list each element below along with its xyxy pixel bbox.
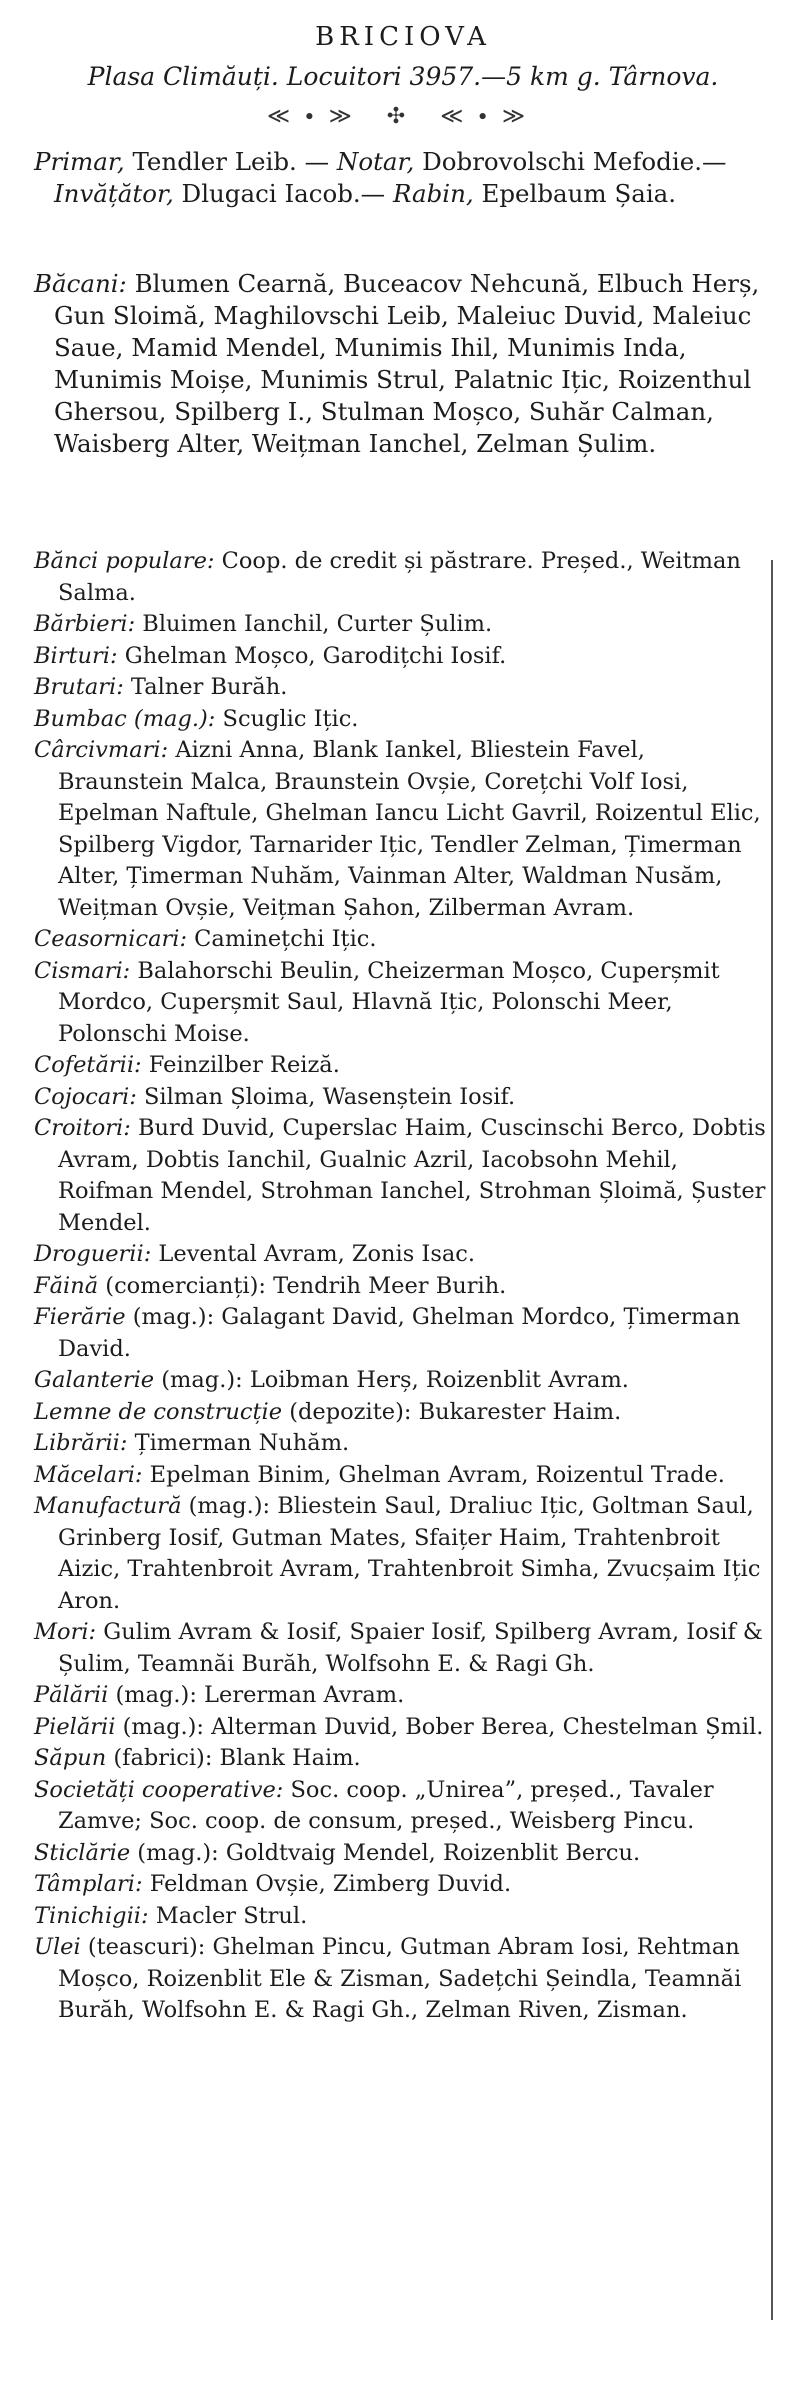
trade-entry-role: Ulei [34, 1934, 81, 1960]
notar-name: Dobrovolschi Mefodie.— [414, 147, 727, 176]
grocers-block [34, 268, 769, 460]
trade-entry-names: Coop. de credit și păstrare. Președ., Weitman Salma. [58, 548, 741, 606]
trade-entry [34, 1743, 769, 1775]
trade-entry-names: Gulim Avram & Iosif, Spaier Iosif, Spilberg Avram, Iosif & Șulim, Teamnăi Burăh, Wolfsohn E. & Ragi Gh. [58, 1619, 763, 1677]
trade-entry-role: Bumbac (mag.): [34, 705, 216, 732]
grocers-paragraph [34, 268, 769, 460]
trade-entry [34, 1869, 769, 1901]
trade-entry-names: Aizni Anna, Blank Iankel, Bliestein Favel, Braunstein Malca, Braunstein Ovșie, Corețchi Volf Iosi, Epelman Naftule, Ghelman Iancu Licht Gavril, Roizentul Elic, Spilberg Vigdor, Tarnarider Ițic, Tendler Zelman, Țimerman Alter, Țimerman Nuhăm, Vainman Alter, Waldman Nusăm, Weițman Ovșie, Veițman Șahon, Zilberman Avram. [58, 737, 761, 921]
trade-entries-list [34, 546, 769, 2027]
trade-entry-names: (fabrici): Blank Haim. [106, 1745, 361, 1771]
trade-entry-role: Cofetării: [34, 1052, 142, 1078]
trade-entry-role: Brutari: [34, 674, 124, 700]
trade-entry-names: (mag.): Bliestein Saul, Draliuc Ițic, Goltman Saul, Grinberg Iosif, Gutman Mates, Sfaițer Haim, Trahtenbroit Aizic, Trahtenbroit Avram, Trahtenbroit Simha, Zvucșaim Ițic Aron. [58, 1493, 761, 1614]
trade-entry [34, 735, 769, 924]
trade-entry [34, 924, 769, 956]
trade-entry [34, 1932, 769, 2027]
officials-paragraph [34, 146, 769, 210]
trade-entry [34, 1712, 769, 1744]
trade-entry-role: Galanterie [34, 1367, 155, 1393]
trade-entry-role: Pielării [34, 1713, 116, 1740]
rabin-role: Rabin, [392, 179, 474, 208]
trade-entry [34, 546, 769, 609]
trade-entry [34, 1901, 769, 1933]
grocers-role: Băcani: [34, 269, 127, 298]
trade-entry-role: Pălării [34, 1682, 109, 1708]
column-rule [771, 560, 773, 2320]
invatator-name: Dlugaci Iacob.— [173, 179, 393, 208]
trade-entry-role: Birturi: [34, 642, 118, 669]
trade-entry [34, 1617, 769, 1680]
trade-entry-names: Levental Avram, Zonis Isac. [151, 1241, 476, 1267]
invatator-role: Invățător, [54, 179, 174, 208]
trade-entry [34, 672, 769, 704]
trade-entry [34, 1113, 769, 1239]
trade-entry-names: Feldman Ovșie, Zimberg Duvid. [142, 1871, 512, 1897]
trade-entry-role: Făină [34, 1272, 99, 1299]
trade-entry-role: Librării: [34, 1430, 128, 1456]
trade-entry-role: Săpun [34, 1745, 107, 1771]
trade-entry-role: Mori: [34, 1619, 97, 1645]
trade-entry-names: Balahorschi Beulin, Cheizerman Moșco, Cuperșmit Mordco, Cuperșmit Saul, Hlavnă Ițic, Polonschi Meer, Polonschi Moise. [58, 957, 720, 1047]
trade-entry-names: (mag.): Goldtvaig Mendel, Roizenblit Bercu. [130, 1839, 641, 1866]
trade-entry-role: Cojocari: [34, 1083, 137, 1110]
trade-entry-names: (mag.): Loibman Herș, Roizenblit Avram. [154, 1367, 629, 1393]
trade-entry-role: Droguerii: [34, 1241, 152, 1267]
trade-entry-names: Țimerman Nuhăm. [127, 1430, 350, 1456]
officials-block [34, 146, 769, 210]
rabin-name: Epelbaum Șaia. [473, 179, 677, 208]
trade-entry-names: (comercianți): Tendrih Meer Burih. [98, 1272, 507, 1299]
trade-entry-names: (mag.): Galagant David, Ghelman Mordco, Țimerman David. [58, 1304, 741, 1362]
trade-entry-names: (depozite): Bukarester Haim. [282, 1398, 622, 1425]
ornament-divider: ≪∙≫ ✣ ≪∙≫ [266, 104, 540, 129]
trade-entry-names: (mag.): Lererman Avram. [108, 1682, 405, 1708]
trade-entry-names: Burd Duvid, Cuperslac Haim, Cuscinschi Berco, Dobtis Avram, Dobtis Ianchil, Gualnic Azril, Iacobsohn Mehil, Roifman Mendel, Strohman Ianchel, Strohman Șloimă, Șuster Mendel. [58, 1115, 766, 1236]
primar-name: Tendler Leib. — [124, 147, 337, 176]
trade-entry [34, 1271, 769, 1303]
trade-entry [34, 1365, 769, 1397]
trade-entry-names: Talner Burăh. [123, 674, 288, 700]
trade-entry [34, 1428, 769, 1460]
trade-entry-names: Scuglic Ițic. [215, 705, 359, 732]
trade-entry-names: Macler Strul. [148, 1902, 308, 1929]
trade-entry [34, 704, 769, 736]
trade-entry-names: Bluimen Ianchil, Curter Șulim. [135, 611, 493, 637]
trade-entry-role: Cârcivmari: [34, 737, 169, 763]
trade-entry-names: Soc. coop. „Unirea”, președ., Tavaler Zamve; Soc. coop. de consum, președ., Weisberg Pincu. [58, 1776, 714, 1834]
trade-entry-role: Societăți cooperative: [34, 1776, 284, 1803]
trade-entry [34, 1491, 769, 1617]
trade-entry-role: Manufactură [34, 1493, 182, 1519]
trade-entry-role: Bănci populare: [34, 548, 215, 574]
trade-entry-names: (mag.): Alterman Duvid, Bober Berea, Chestelman Șmil. [115, 1713, 764, 1740]
primar-role: Primar, [34, 147, 125, 176]
notar-role: Notar, [336, 147, 415, 176]
trade-entry [34, 1838, 769, 1870]
town-subtitle: Plasa Climăuți. Locuitori 3957.—5 km g. Târnova. [87, 62, 719, 91]
trade-entry-names: Silman Șloima, Wasenștein Iosif. [136, 1083, 516, 1110]
trade-entry-role: Bărbieri: [34, 611, 136, 637]
trade-entry-role: Măcelari: [34, 1461, 143, 1488]
grocers-names: Blumen Cearnă, Buceacov Nehcună, Elbuch Herș, Gun Sloimă, Maghilovschi Leib, Maleiuc Duvid, Maleiuc Saue, Mamid Mendel, Munimis Ihil, Munimis Inda, Munimis Moișe, Munimis Strul, Palatnic Ițic, Roizenthul Ghersou, Spilberg I., Stulman Moșco, Suhăr Calman, Waisberg Alter, Weițman Ianchel, Zelman Șulim. [54, 269, 760, 458]
trade-entry [34, 1397, 769, 1429]
trade-entry-role: Sticlărie [34, 1839, 131, 1866]
trade-entry [34, 1239, 769, 1271]
trade-entry-role: Fierărie [34, 1304, 126, 1330]
trade-entry [34, 956, 769, 1051]
trade-entry-role: Tâmplari: [34, 1871, 143, 1897]
trade-entry-names: Feinzilber Reiză. [141, 1052, 340, 1078]
trade-entry-names: (teascuri): Ghelman Pincu, Gutman Abram Iosi, Rehtman Moșco, Roizenblit Ele & Zisman, Sadețchi Șeindla, Teamnăi Burăh, Wolfsohn E. & Ragi Gh., Zelman Riven, Zisman. [58, 1934, 742, 2023]
trade-entry [34, 1775, 769, 1838]
trade-entry-role: Lemne de construcție [34, 1398, 283, 1425]
trade-entry [34, 1050, 769, 1082]
trade-entry [34, 609, 769, 641]
trade-entry-role: Ceasornicari: [34, 926, 188, 952]
trade-entry-names: Caminețchi Ițic. [187, 926, 377, 952]
trade-entry [34, 1082, 769, 1114]
trade-entry [34, 1460, 769, 1492]
trade-entry [34, 1680, 769, 1712]
trade-entry-names: Ghelman Moșco, Garodițchi Iosif. [117, 642, 507, 669]
trade-entry-role: Tinichigii: [34, 1902, 149, 1929]
trade-entry-names: Epelman Binim, Ghelman Avram, Roizentul Trade. [142, 1461, 725, 1488]
trade-entry-role: Cismari: [34, 957, 131, 984]
trade-entry [34, 641, 769, 673]
trade-entry [34, 1302, 769, 1365]
trade-entry-role: Croitori: [34, 1115, 131, 1141]
town-name: BRICIOVA [315, 22, 491, 52]
